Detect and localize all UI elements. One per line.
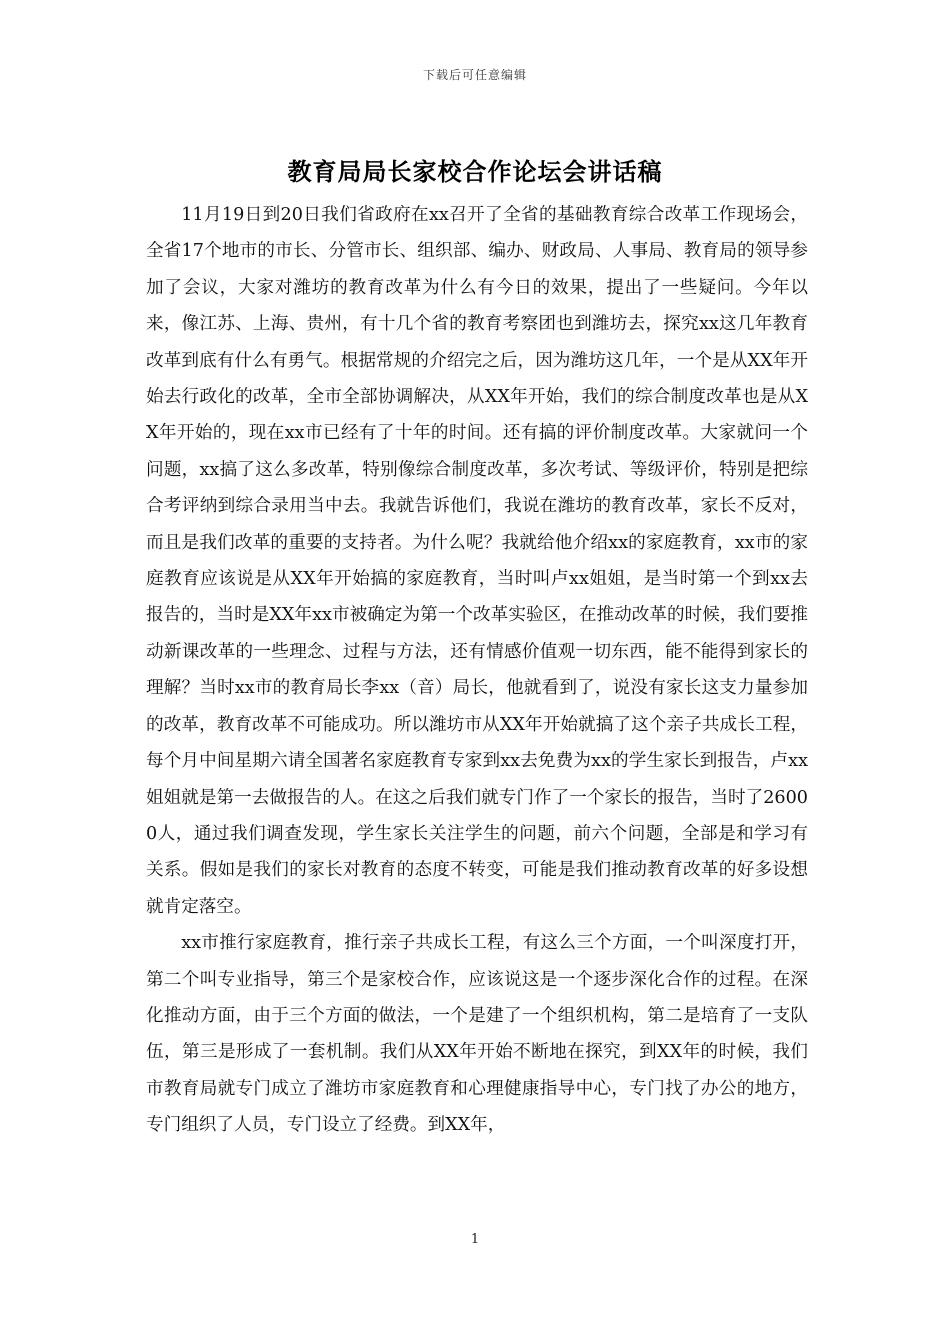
paragraph-1: 11月19日到20日我们省政府在xx召开了全省的基础教育综合改革工作现场会，全省17个地市的市长、分管市长、组织部、编办、财政局、人事局、教育局的领导参加了会议，大家对潍坊的教育改革为什么有今日的效果，提出了一些疑问。今年以来，像江苏、上海、贵州，有十几个省的教育考察团也到潍坊去，探究xx这几年教育改革到底有什么有勇气。根据常规的介绍完之后，因为潍坊这几年，一个是从XX年开始去行政化的改革，全市全部协调解决，从XX年开始，我们的综合制度改革也是从XX年开始的，现在xx市已经有了十年的时间。还有搞的评价制度改革。大家就问一个问题，xx搞了这么多改革，特别像综合制度改革，多次考试、等级评价，特别是把综合考评纳到综合录用当中去。我就告诉他们，我说在潍坊的教育改革，家长不反对，而且是我们改革的重要的支持者。为什么呢？我就给他介绍xx的家庭教育，xx市的家庭教育应该说是从XX年开始搞的家庭教育，当时叫卢xx姐姐，是当时第一个到xx去报告的，当时是XX年xx市被确定为第一个改革实验区，在推动改革的时候，我们要推动新课改革的一些理念、过程与方法，还有情感价值观一切东西，能不能得到家长的理解？当时xx市的教育局长李xx（音）局长，他就看到了，说没有家长这支力量参加的改革，教育改革不可能成功。所以潍坊市从XX年开始就搞了这个亲子共成长工程，每个月中间星期六请全国著名家庭教育专家到xx去免费为xx的学生家长到报告，卢xx姐姐就是第一去做报告的人。在这之后我们就专门作了一个家长的报告，当时了26000人，通过我们调查发现，学生家长关注学生的问题，前六个问题，全部是和学习有关系。假如是我们的家长对教育的态度不转变，可能是我们推动教育改革的好多设想就肯定落空。	[146, 205, 808, 917]
header-note: 下载后可任意编辑	[422, 68, 527, 82]
page-title: 教育局局长家校合作论坛会讲话稿	[287, 157, 663, 186]
page-number: 1	[470, 1232, 480, 1247]
paragraph-2: xx市推行家庭教育，推行亲子共成长工程，有这么三个方面，一个叫深度打开，第二个叫专业指导，第三个是家校合作，应该说这是一个逐步深化合作的过程。在深化推动方面，由于三个方面的做法，一个是建了一个组织机构，第二是培育了一支队伍，第三是形成了一套机制。我们从XX年开始不断地在探究，到XX年的时候，我们市教育局就专门成立了潍坊市家庭教育和心理健康指导中心，专门找了办公的地方，专门组织了人员，专门设立了经费。到XX年，	[146, 933, 808, 1136]
document-body	[146, 197, 808, 1144]
